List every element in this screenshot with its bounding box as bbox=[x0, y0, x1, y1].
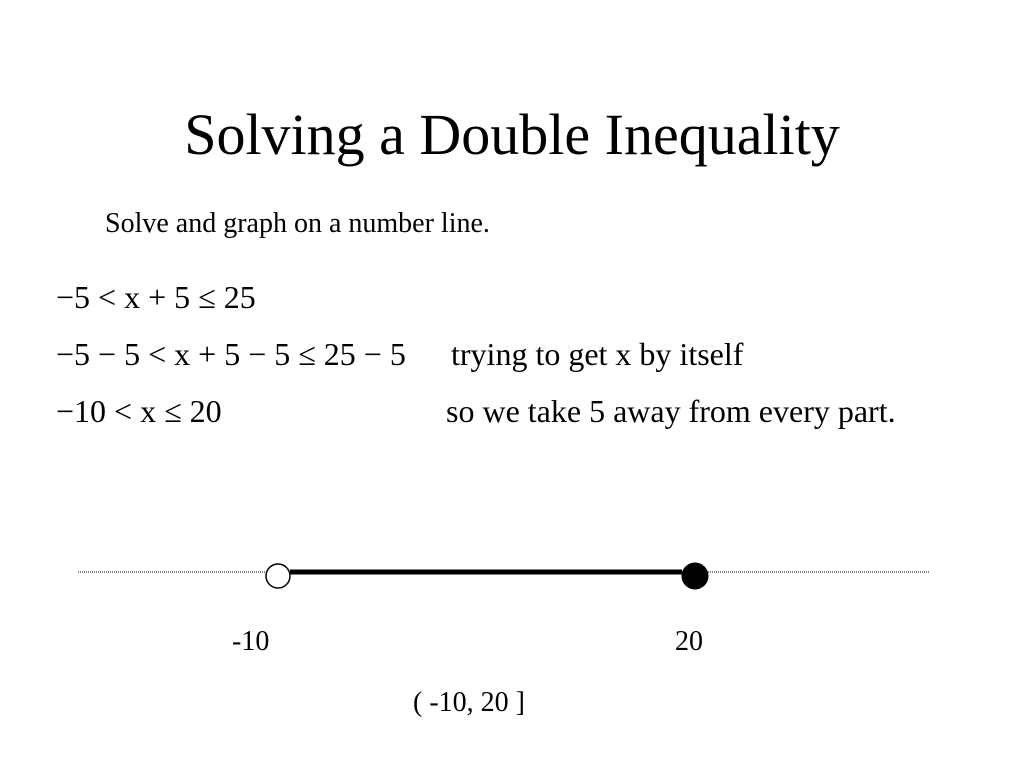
math-step-1-expression: −5 < x + 5 ≤ 25 bbox=[56, 279, 256, 315]
note-get-x-alone: trying to get x by itself bbox=[451, 336, 744, 372]
number-line bbox=[0, 540, 1024, 610]
math-step-3-expression: −10 < x ≤ 20 bbox=[56, 393, 222, 429]
closed-endpoint-marker bbox=[682, 563, 708, 589]
math-step-2-expression: −5 − 5 < x + 5 − 5 ≤ 25 − 5 bbox=[56, 336, 406, 372]
tick-label-right: 20 bbox=[675, 626, 703, 657]
open-endpoint-marker bbox=[266, 564, 290, 588]
slide-title: Solving a Double Inequality bbox=[184, 102, 840, 167]
math-step-2 bbox=[56, 334, 406, 374]
instruction-text: Solve and graph on a number line. bbox=[105, 208, 490, 239]
note-subtract-five: so we take 5 away from every part. bbox=[446, 393, 896, 429]
math-step-1 bbox=[56, 277, 256, 317]
interval-notation: ( -10, 20 ] bbox=[413, 687, 525, 718]
math-step-3 bbox=[56, 391, 222, 431]
tick-label-left: -10 bbox=[232, 626, 270, 657]
